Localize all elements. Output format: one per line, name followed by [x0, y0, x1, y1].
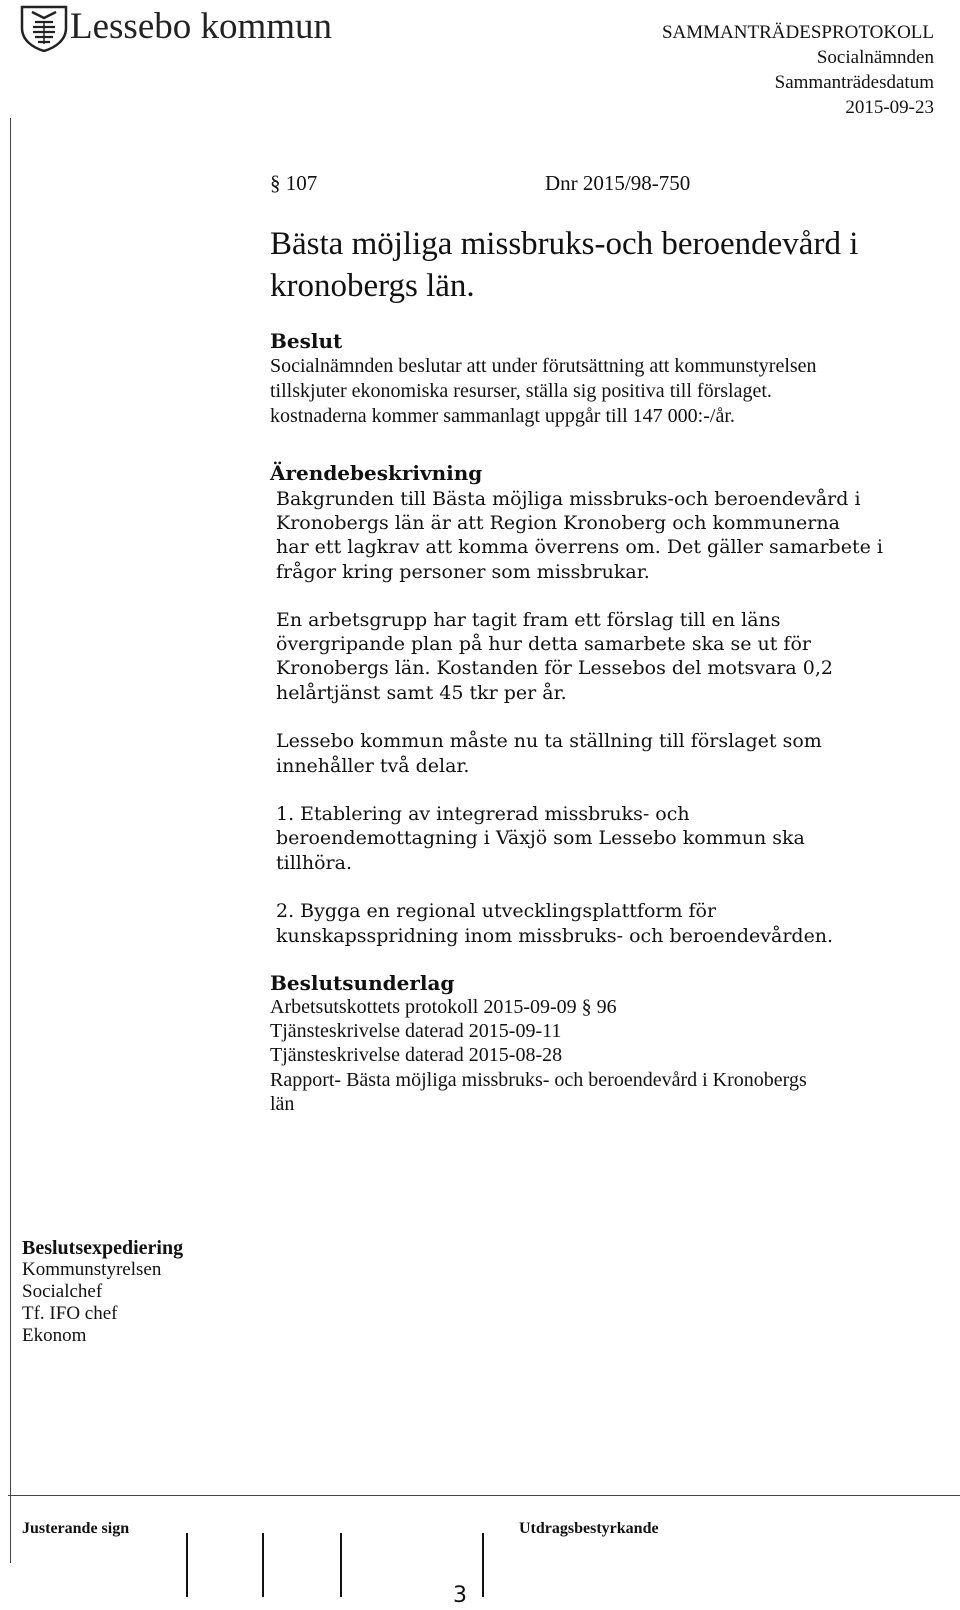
- description-heading: Ärendebeskrivning: [270, 461, 483, 485]
- decision-line: tillskjuter ekonomiska resurser, ställa sig positiva till förslaget.: [270, 380, 772, 402]
- description-line: beroendemottagning i Växjö som Lessebo kommun ska: [276, 827, 805, 849]
- case-title-line: Bästa möjliga missbruks-och beroendevård i: [270, 226, 859, 262]
- decision-basis-line: län: [270, 1093, 295, 1115]
- distribution-recipient: Socialchef: [22, 1281, 103, 1302]
- decision-line: kostnaderna kommer sammanlagt uppgår till 147 000:-/år.: [270, 405, 735, 427]
- protocol-type: SAMMANTRÄDESPROTOKOLL: [661, 22, 934, 43]
- committee-name: Socialnämnden: [816, 47, 934, 68]
- distribution-recipient: Tf. IFO chef: [22, 1303, 118, 1324]
- meeting-date-label: Sammanträdesdatum: [774, 72, 934, 93]
- description-line: kunskapsspridning inom missbruks- och beroendevården.: [276, 925, 834, 947]
- description-line: 1. Etablering av integrerad missbruks- och: [276, 803, 690, 825]
- meeting-date: 2015-09-23: [845, 97, 934, 118]
- description-line: En arbetsgrupp har tagit fram ett förslag till en läns: [276, 609, 781, 631]
- description-line: frågor kring personer som missbrukar.: [276, 561, 650, 583]
- brand-name: Lessebo kommun: [70, 6, 333, 47]
- signature-box-divider: [482, 1533, 484, 1597]
- description-line: har ett lagkrav att komma överrens om. Det gäller samarbete i: [276, 536, 883, 558]
- decision-basis-heading: Beslutsunderlag: [270, 971, 455, 995]
- distribution-recipient: Kommunstyrelsen: [22, 1259, 162, 1280]
- description-line: Bakgrunden till Bästa möjliga missbruks-och beroendevård i: [276, 488, 861, 510]
- distribution-heading: Beslutsexpediering: [22, 1237, 184, 1259]
- signature-box-divider: [262, 1533, 264, 1597]
- extract-certification-label: Utdragsbestyrkande: [519, 1520, 659, 1537]
- distribution-recipient: Ekonom: [22, 1325, 87, 1346]
- description-line: övergripande plan på hur detta samarbete ska se ut för: [276, 633, 811, 655]
- description-line: Kronobergs län. Kostanden för Lessebos del motsvara 0,2: [276, 657, 833, 679]
- diary-number: Dnr 2015/98-750: [545, 171, 691, 195]
- decision-basis-line: Rapport- Bästa möjliga missbruks- och beroendevård i Kronobergs: [270, 1069, 807, 1091]
- margin-rule: [10, 118, 11, 1563]
- description-line: 2. Bygga en regional utvecklingsplattform för: [276, 900, 717, 922]
- page-number: 3: [453, 1583, 467, 1608]
- coat-of-arms-logo: [18, 4, 70, 52]
- description-line: Kronobergs län är att Region Kronoberg och kommunerna: [276, 512, 840, 534]
- signature-box-divider: [186, 1533, 188, 1597]
- description-line: tillhöra.: [276, 852, 352, 874]
- description-line: helårtjänst samt 45 tkr per år.: [276, 682, 567, 704]
- case-title-line: kronobergs län.: [270, 268, 475, 304]
- decision-basis-line: Tjänsteskrivelse daterad 2015-08-28: [270, 1044, 563, 1066]
- paragraph-number: § 107: [270, 171, 318, 195]
- adjusting-signature-label: Justerande sign: [22, 1520, 130, 1537]
- footer-rule: [8, 1495, 960, 1496]
- decision-line: Socialnämnden beslutar att under förutsättning att kommunstyrelsen: [270, 355, 817, 377]
- description-line: innehåller två delar.: [276, 755, 470, 777]
- decision-heading: Beslut: [270, 329, 343, 353]
- decision-basis-line: Tjänsteskrivelse daterad 2015-09-11: [270, 1020, 562, 1042]
- decision-basis-line: Arbetsutskottets protokoll 2015-09-09 § 96: [270, 996, 617, 1018]
- signature-box-divider: [340, 1533, 342, 1597]
- description-line: Lessebo kommun måste nu ta ställning till förslaget som: [276, 730, 822, 752]
